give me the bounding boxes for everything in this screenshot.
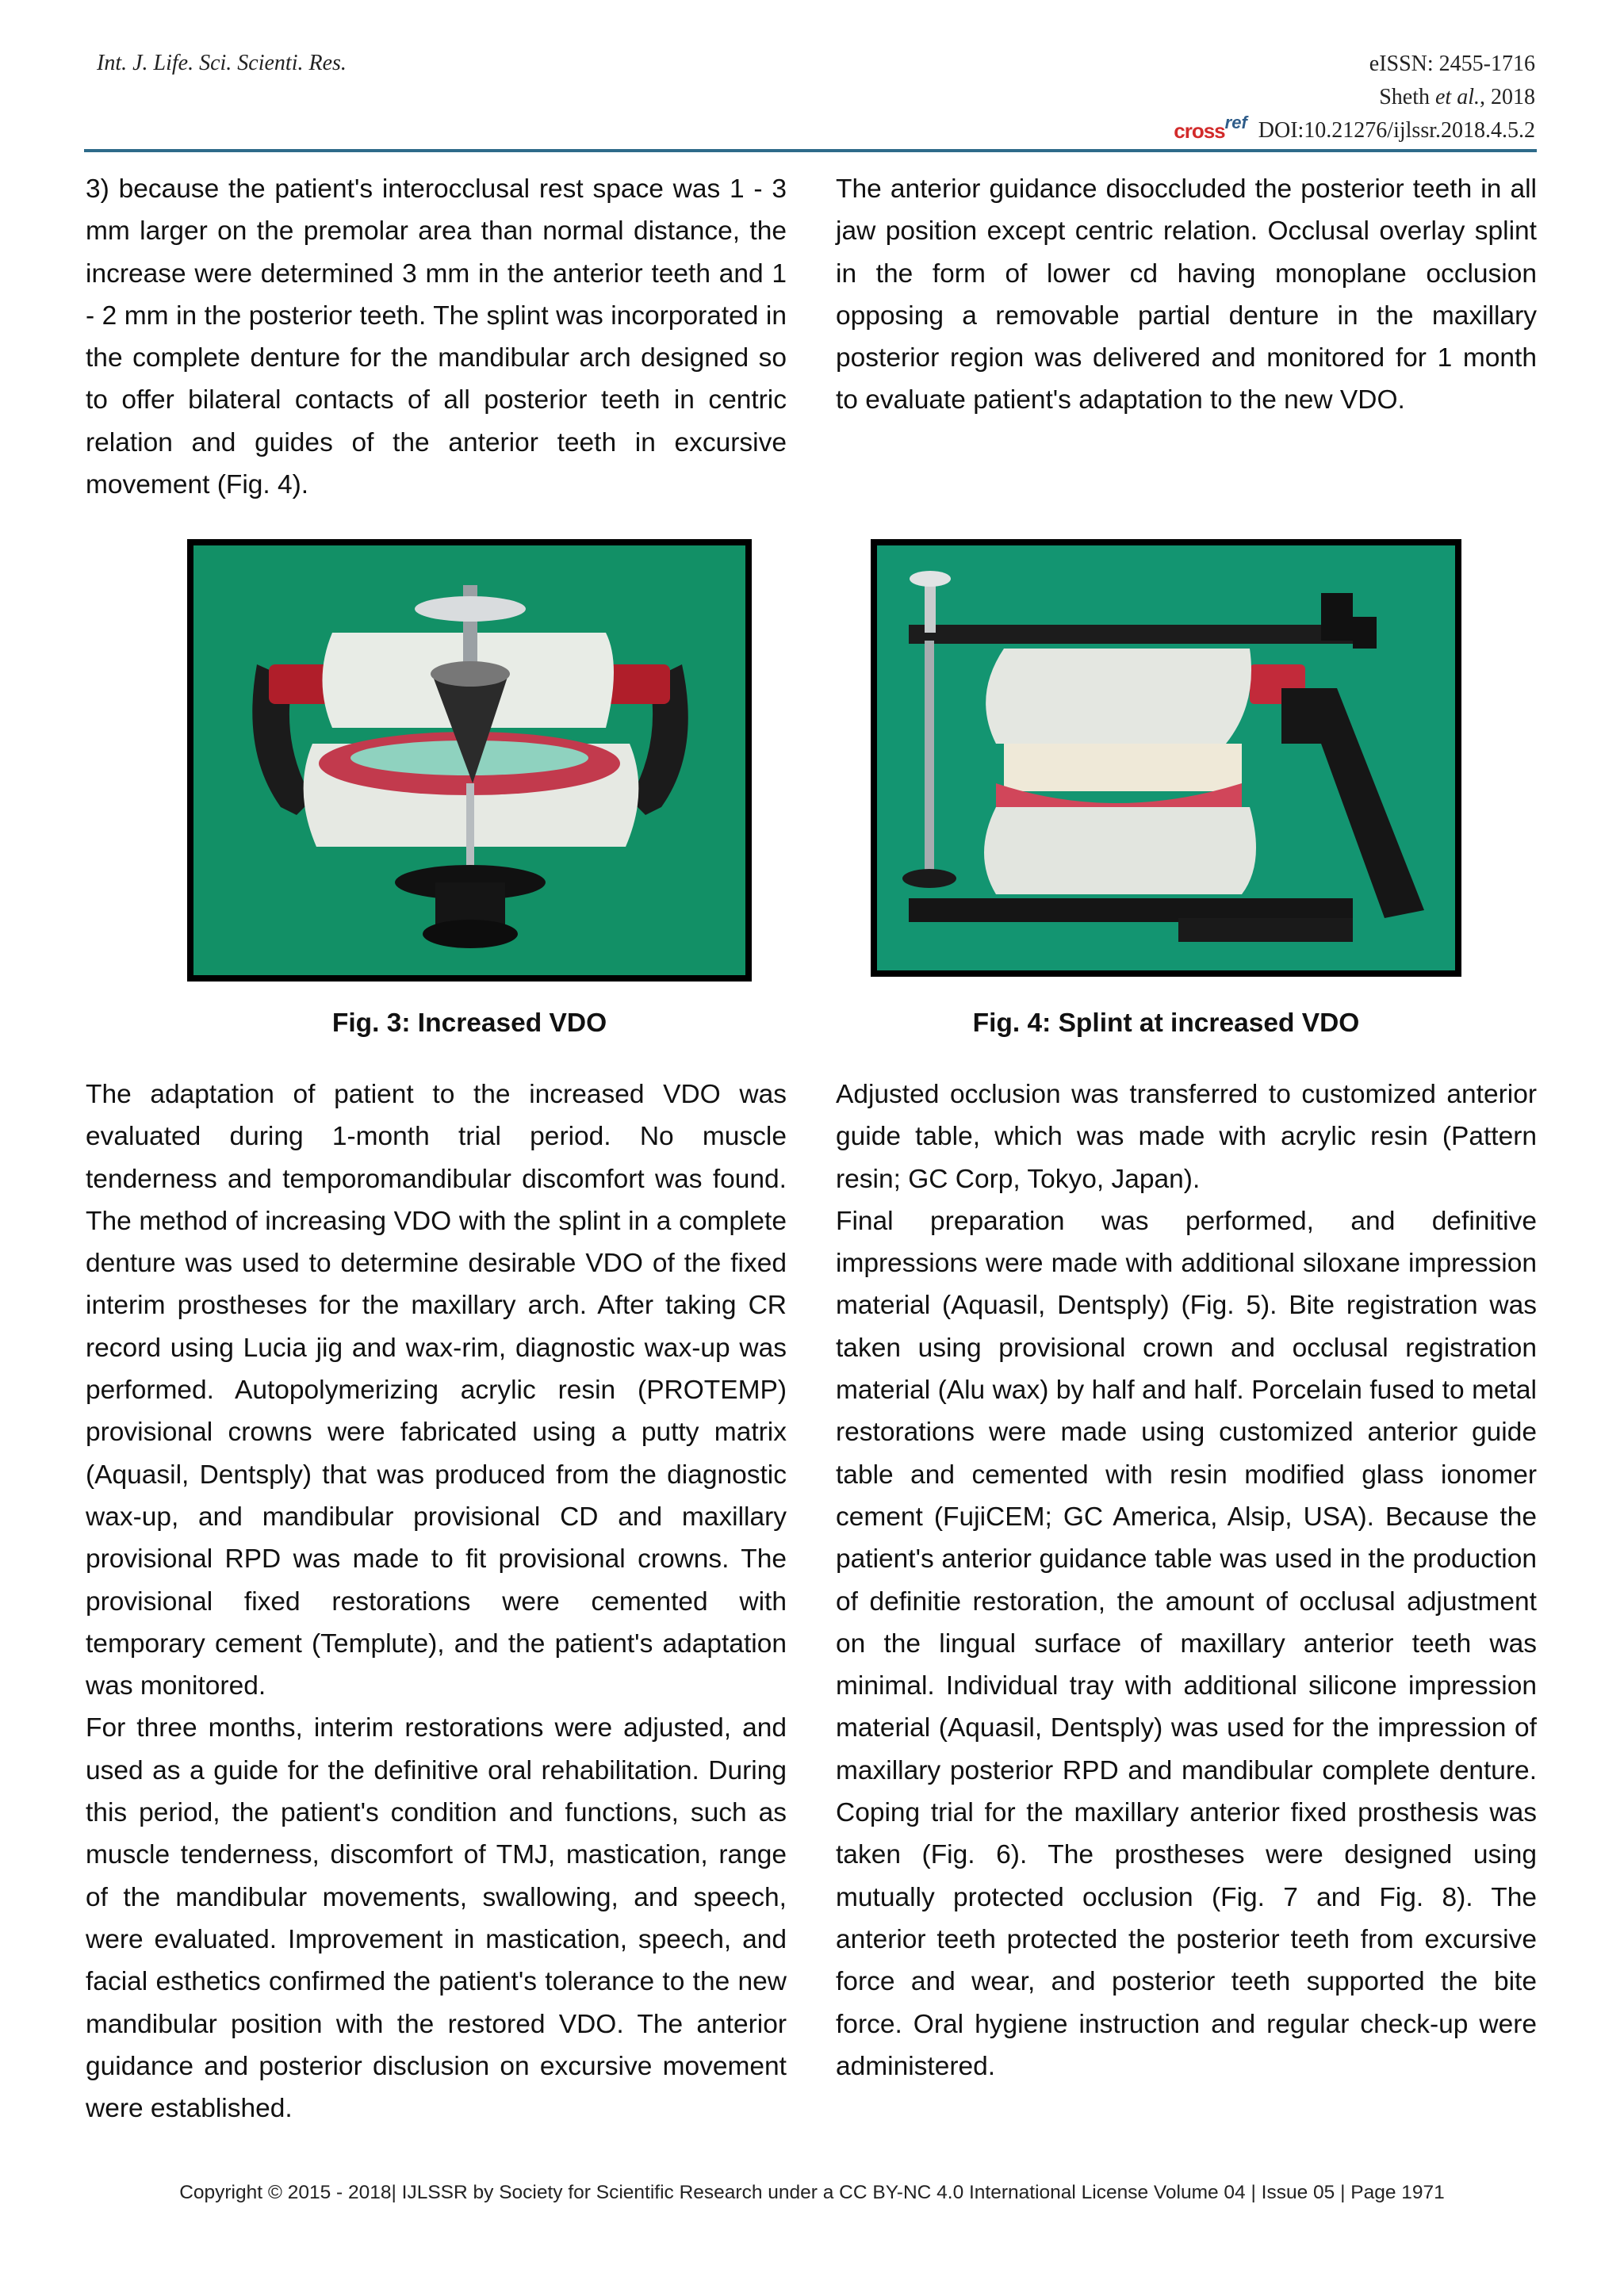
page-footer: Copyright © 2015 - 2018| IJLSSR by Society for Scientific Research under a CC BY-NC 4.0 International License Volume 04 | Issue 05 | Page 1971	[179, 2182, 1445, 2203]
body-column-right-bottom	[836, 1073, 1537, 2087]
paragraph: The anterior guidance disoccluded the posterior teeth in all jaw position except centric relation. Occlusal overlay splint in the form of lower cd having monoplane occlusion opposing a removable partial denture in the maxillary posterior region was delivered and monitored for 1 month to evaluate patient's adaptation to the new VDO.	[836, 174, 1537, 415]
paragraph: For three months, interim restorations were adjusted, and used as a guide for the definitive oral rehabilitation. During this period, the patient's condition and functions, such as muscle tenderness, discomfort of TMJ, mastication, range of the mandibular movements, swallowing, and speech, were evaluated. Improvement in mastication, speech, and facial esthetics confirmed the patient's tolerance to the new mandibular position with the restored VDO. The anterior guidance and posterior disclusion on excursive movement were established.	[86, 1713, 787, 2124]
issn: eISSN: 2455-1716	[1369, 52, 1535, 76]
header-meta	[1174, 48, 1535, 147]
paragraph: Adjusted occlusion was transferred to customized anterior guide table, which was made with acrylic resin (Pattern resin; GC Corp, Tokyo, Japan).	[836, 1080, 1537, 1194]
body-column-right-top	[836, 168, 1537, 422]
figure-3-photo	[187, 539, 752, 982]
doi-link[interactable]: DOI:10.21276/ijlssr.2018.4.5.2	[1258, 118, 1535, 143]
articulator-side-view	[877, 545, 1455, 970]
author-name: Sheth	[1379, 85, 1435, 109]
author-etal: et al.	[1435, 85, 1480, 109]
body-column-left-bottom	[86, 1073, 787, 2130]
body-column-left-top	[86, 168, 787, 506]
crossref-logo[interactable]: cross ref	[1174, 113, 1247, 143]
header-rule	[84, 149, 1537, 152]
doi-line	[1174, 114, 1535, 147]
figure-3-caption: Fig. 3: Increased VDO	[331, 1008, 607, 1038]
paragraph: The adaptation of patient to the increased VDO was evaluated during 1-month trial period. No muscle tenderness and temporomandibular discomfort was found. The method of increasing VDO with the splint in a complete denture was used to determine desirable VDO of the fixed interim prostheses for the maxillary arch. After taking CR record using Lucia jig and wax-rim, diagnostic wax-up was performed. Autopolymerizing acrylic resin (PROTEMP) provisional crowns were fabricated using a putty matrix (Aquasil, Dentsply) that was produced from the diagnostic wax-up, and mandibular provisional CD and maxillary provisional RPD was made to fit provisional crowns. The provisional fixed restorations were cemented with temporary cement (Templute), and the patient's adaptation was monitored.	[86, 1080, 787, 1701]
figure-4-caption: Fig. 4: Splint at increased VDO	[972, 1008, 1360, 1038]
author-line	[1174, 81, 1535, 114]
author-year: , 2018	[1480, 85, 1535, 109]
paragraph: 3) because the patient's interocclusal rest space was 1 - 3 mm larger on the premolar area than normal distance, the increase were determined 3 mm in the anterior teeth and 1 - 2 mm in the posterior teeth. The splint was incorporated in the complete denture for the mandibular arch designed so to offer bilateral contacts of all posterior teeth in centric relation and guides of the anterior teeth in excursive movement (Fig. 4).	[86, 174, 787, 500]
articulator-front-view	[193, 545, 745, 975]
paragraph: Final preparation was performed, and definitive impressions were made with additional siloxane impression material (Aquasil, Dentsply) (Fig. 5). Bite registration was taken using provisional crown and occlusal registration material (Alu wax) by half and half. Porcelain fused to metal restorations were made using customized anterior guide table and cemented with resin modified glass ionomer cement (FujiCEM; GC America, Alsip, USA). Because the patient's anterior guidance table was used in the production of definitie restoration, the amount of occlusal adjustment on the lingual surface of maxillary anterior teeth was minimal. Individual tray with additional silicone impression material (Aquasil, Dentsply) was used for the impression of maxillary posterior RPD and mandibular complete denture. Coping trial for the maxillary anterior fixed prosthesis was taken (Fig. 6). The prostheses were designed using mutually protected occlusion (Fig. 7 and Fig. 8). The anterior teeth protected the posterior teeth from excursive force and wear, and posterior teeth supported the bite force. Oral hygiene instruction and regular check-up were administered.	[836, 1206, 1537, 2081]
journal-title: Int. J. Life. Sci. Scienti. Res.	[97, 51, 347, 75]
figure-4-photo	[871, 539, 1461, 977]
